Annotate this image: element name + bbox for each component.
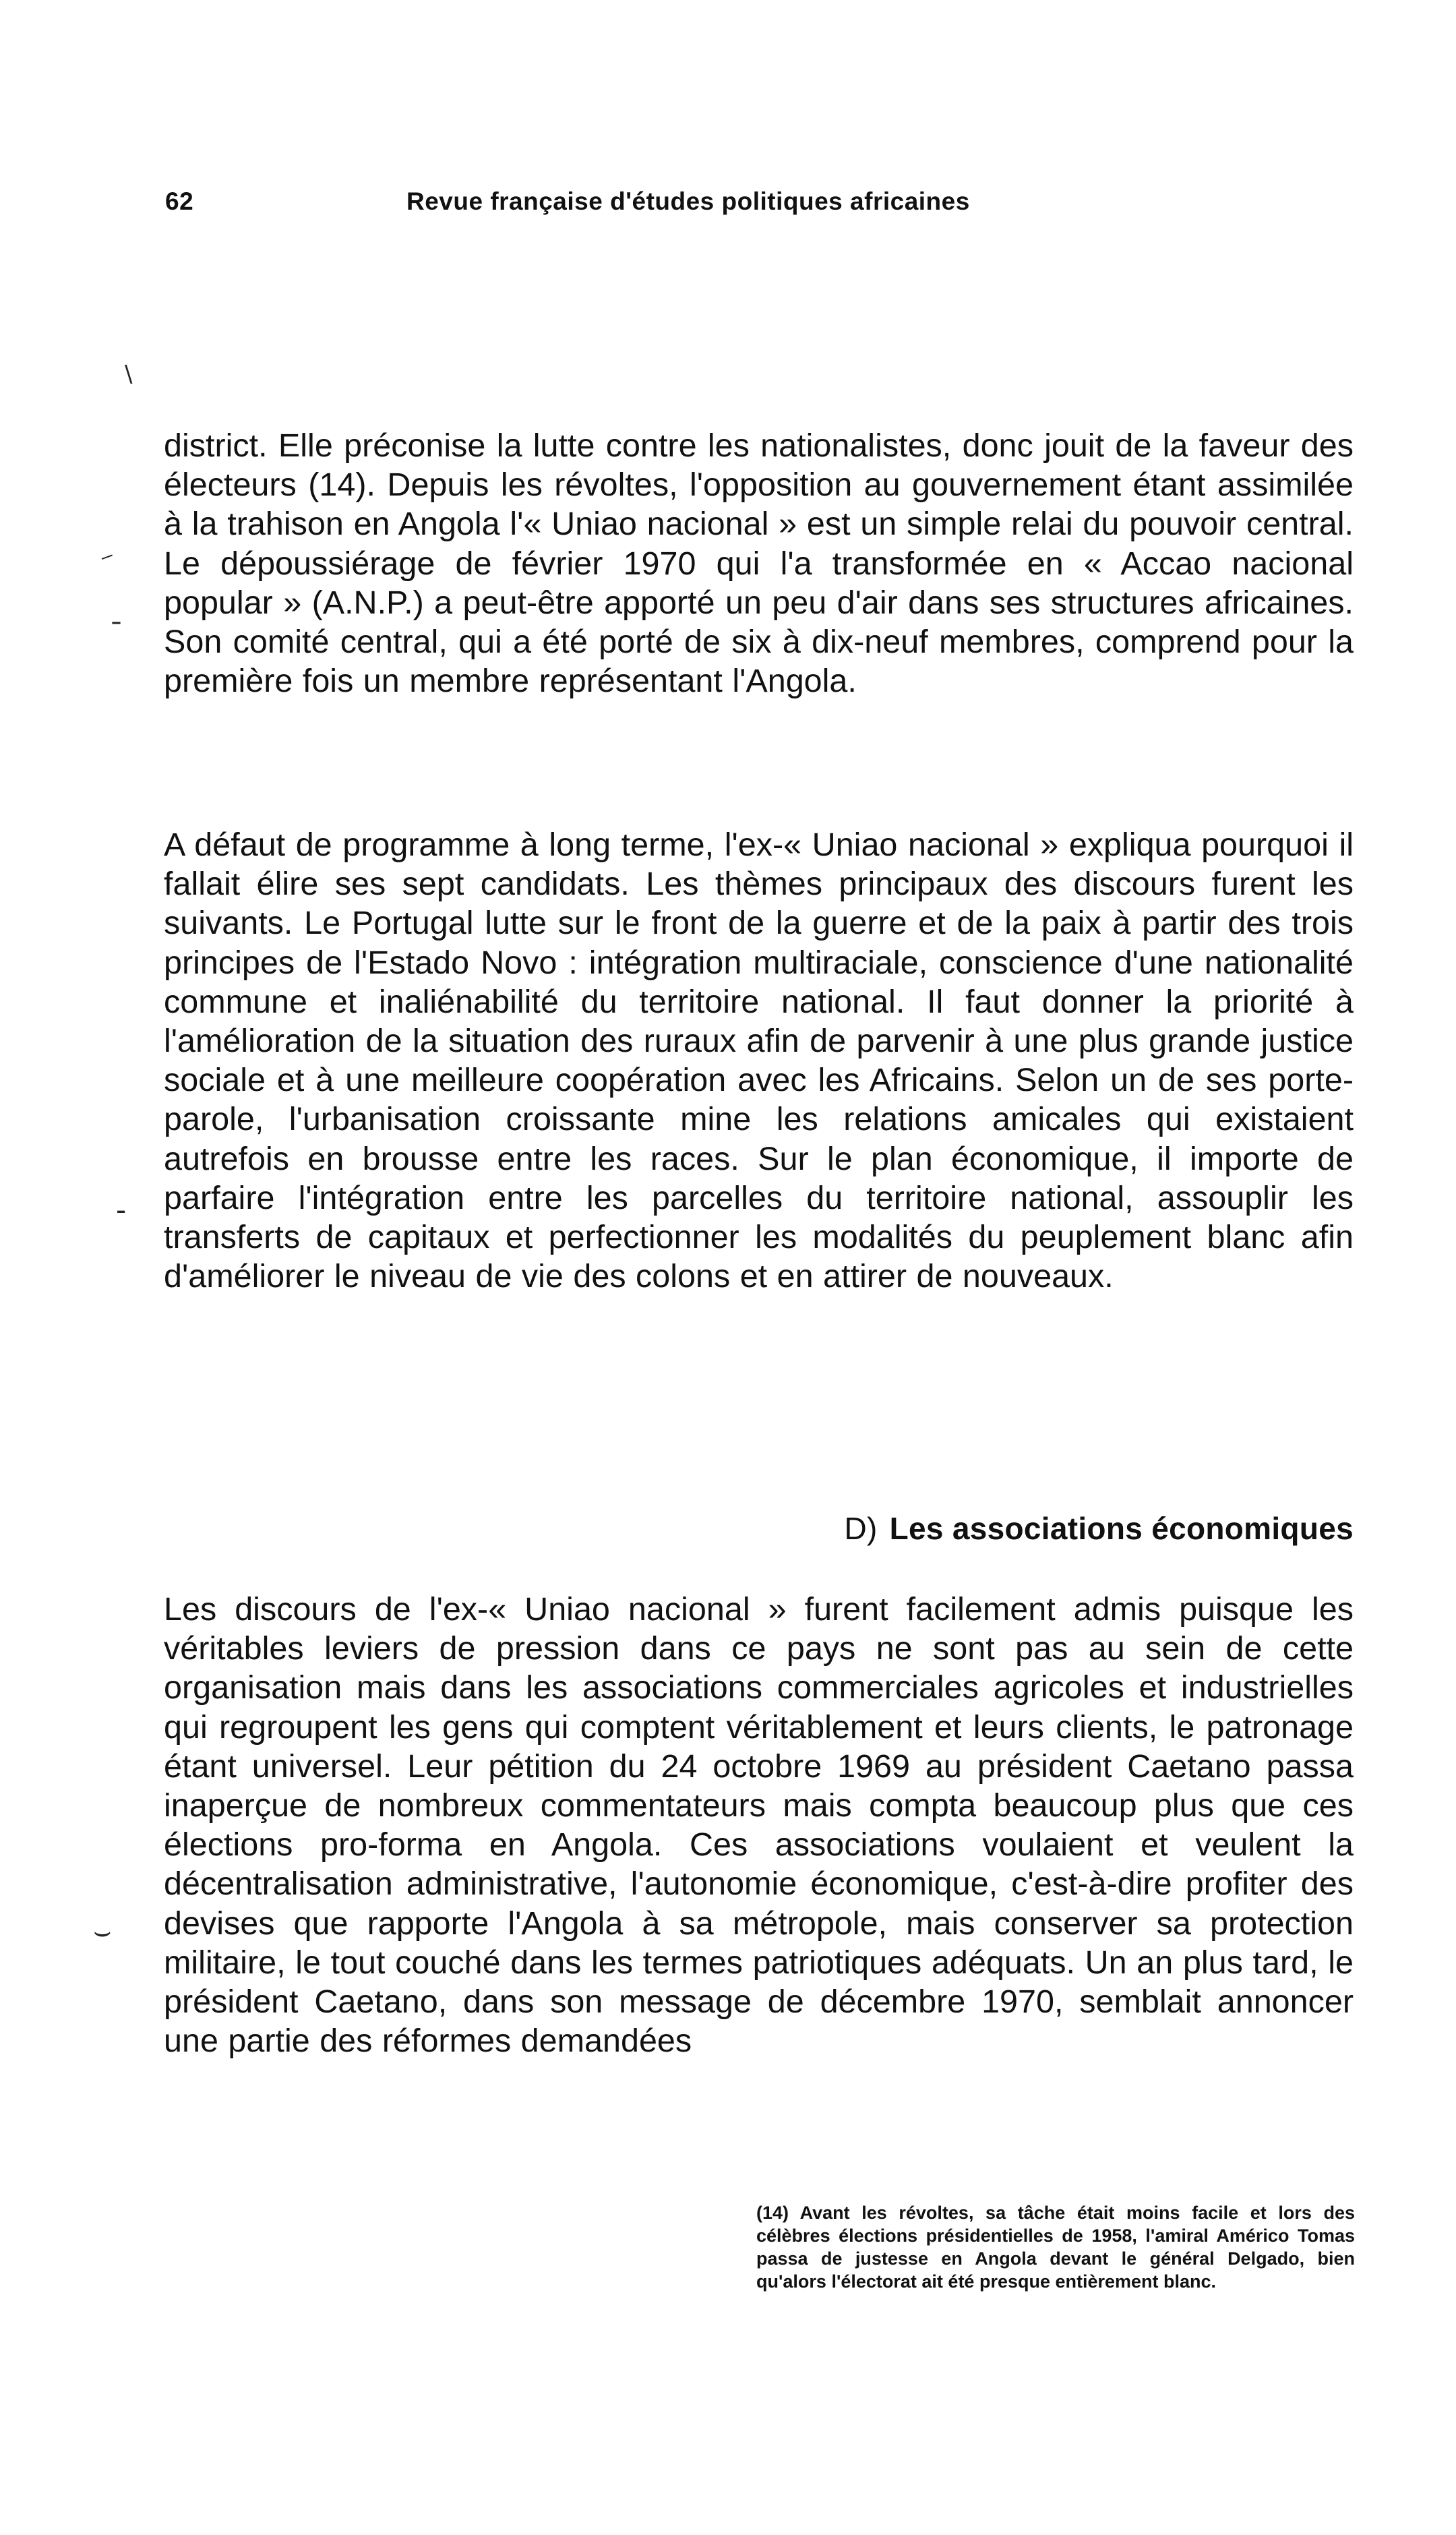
body-paragraph-2: A défaut de programme à long terme, l'ex-« Uniao nacional » expliqua pourquoi il fallait élire ses sept candidats. Les thèmes principaux des discours furent les suivants. Le Portugal lutte sur le front de la guerre et de la paix à partir des trois principes de l'Estado Novo : intégration multiraciale, conscience d'une nationalité commune et inaliénabilité du territoire national. Il faut donner la priorité à l'amélioration de la situation des ruraux afin de parvenir à une plus grande justice sociale et à une meilleure coopération avec les Africains. Selon un de ses porte-parole, l'urbanisation croissante mine les relations amicales qui existaient autrefois en brousse entre les races. Sur le plan économique, il importe de parfaire l'intégration entre les parcelles du territoire national, assouplir les transferts de capitaux et perfectionner les modalités du peuplement blanc afin d'améliorer le niveau de vie des colons et en attirer de nouveaux. — [164, 827, 1354, 1295]
section-label: D) — [844, 1511, 878, 1546]
margin-annotation-dash-icon: ˍ — [109, 593, 123, 626]
journal-title: Revue française d'études politiques africaines — [406, 187, 970, 215]
section-title: Les associations économiques — [889, 1511, 1354, 1546]
margin-annotation-arrow-icon: ⁻ — [96, 543, 121, 580]
margin-annotation-arrow-icon: ⌣ — [93, 1915, 112, 1948]
body-paragraph-3: Les discours de l'ex-« Uniao nacional » furent facilement admis puisque les véritables leviers de pression dans ce pays ne sont pas au sein de cette organisation mais dans les associations commerciales agricoles et industrielles qui regroupent les gens qui comptent véritablement et leurs clients, le patronage étant universel. Leur pétition du 24 octobre 1969 au président Caetano passa inaperçue de nombreux commentateurs mais compta beaucoup plus que ces élections pro-forma en Angola. Ces associations voulaient et veulent la décentralisation administrative, l'autonomie économique, c'est-à-dire profiter des devises que rapporte l'Angola à sa métropole, mais conserver sa protection militaire, le tout couché dans les termes patriotiques adéquats. Un an plus tard, le président Caetano, dans son message de décembre 1970, semblait annoncer une partie des réformes demandées — [164, 1591, 1354, 2060]
section-heading — [844, 1510, 1354, 1547]
margin-annotation-tick-icon: \ — [125, 361, 133, 388]
running-head — [165, 187, 1129, 221]
body-paragraph-1: district. Elle préconise la lutte contre les nationalistes, donc jouit de la faveur des électeurs (14). Depuis les révoltes, l'opposition au gouvernement étant assimilée à la trahison en Angola l'« Uniao nacional » est un simple relai du pouvoir central. Le dépoussiérage de février 1970 qui l'a transformée en « Accao nacional popular » (A.N.P.) a peut-être apporté un peu d'air dans ses structures africaines. Son comité central, qui a été porté de six à dix-neuf membres, comprend pour la première fois un membre représentant l'Angola. — [164, 427, 1354, 700]
margin-annotation-dash-icon: - — [116, 1193, 127, 1226]
footnote: (14) Avant les révoltes, sa tâche était moins facile et lors des célèbres élections présidentielles de 1958, l'amiral Américo Tomas passa de justesse en Angola devant le général Delgado, bien qu'alors l'électorat ait été presque entièrement blanc. — [756, 2203, 1355, 2292]
page-number: 62 — [165, 187, 194, 215]
